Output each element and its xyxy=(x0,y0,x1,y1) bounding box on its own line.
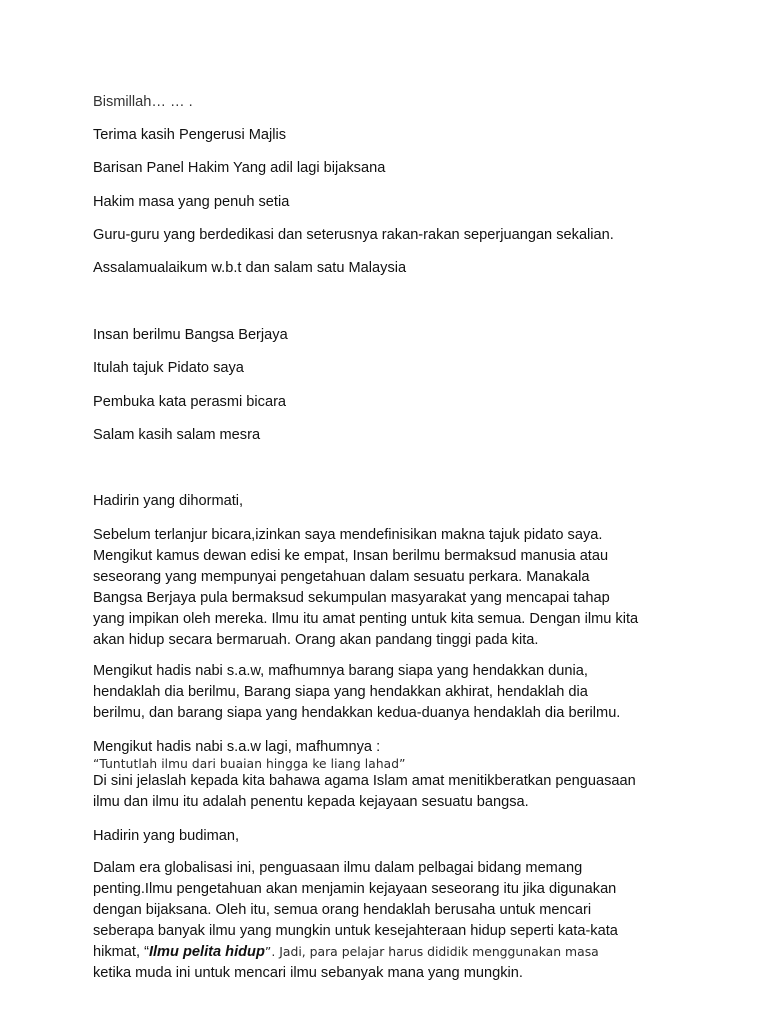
paragraph-line: Mengikut hadis nabi s.a.w, mafhumnya barang siapa yang hendakkan dunia, xyxy=(93,663,588,679)
intro-line: Insan berilmu Bangsa Berjaya xyxy=(93,327,288,343)
paragraph-line: akan hidup secara bermaruah. Orang akan pandang tinggi pada kita. xyxy=(93,632,539,648)
paragraph-line: Dalam era globalisasi ini, penguasaan ilmu dalam pelbagai bidang memang xyxy=(93,860,583,876)
paragraph-line: penting.Ilmu pengetahuan akan menjamin kejayaan seseorang itu jika digunakan xyxy=(93,881,617,897)
paragraph-line: Mengikut kamus dewan edisi ke empat, Insan berilmu bermaksud manusia atau xyxy=(93,548,609,564)
greeting-line: Barisan Panel Hakim Yang adil lagi bijaksana xyxy=(93,160,386,176)
paragraph-line-mixed xyxy=(93,941,599,963)
paragraph-line: seberapa banyak ilmu yang mungkin untuk kesejahteraan hidup seperti kata-kata xyxy=(93,923,618,939)
paragraph-line: Sebelum terlanjur bicara,izinkan saya mendefinisikan makna tajuk pidato saya. xyxy=(93,527,603,543)
paragraph-line: hendaklah dia berilmu, Barang siapa yang hendakkan akhirat, hendaklah dia xyxy=(93,684,588,700)
address-heading: Hadirin yang dihormati, xyxy=(93,493,244,509)
paragraph-line: Di sini jelaslah kepada kita bahawa agama Islam amat menitikberatkan penguasaan xyxy=(93,773,636,789)
address-heading: Hadirin yang budiman, xyxy=(93,828,240,844)
intro-line: Itulah tajuk Pidato saya xyxy=(93,360,244,376)
paragraph-line: dengan bijaksana. Oleh itu, semua orang hendaklah berusaha untuk mencari xyxy=(93,902,592,918)
opening-line: Bismillah… … . xyxy=(93,94,193,110)
mixed-text-after: ”. Jadi, para pelajar harus dididik menggunakan masa xyxy=(264,944,599,959)
hadith-quote: “Tuntutlah ilmu dari buaian hingga ke liang lahad” xyxy=(93,757,406,771)
paragraph-line: yang impikan oleh mereka. Ilmu itu amat penting untuk kita semua. Dengan ilmu kita xyxy=(93,611,639,627)
paragraph-line: ilmu dan ilmu itu adalah penentu kepada kejayaan sesuatu bangsa. xyxy=(93,794,529,810)
paragraph-line: ketika muda ini untuk mencari ilmu sebanyak mana yang mungkin. xyxy=(93,965,523,981)
paragraph-line: Bangsa Berjaya pula bermaksud sekumpulan masyarakat yang mencapai tahap xyxy=(93,590,610,606)
paragraph-line: berilmu, dan barang siapa yang hendakkan kedua-duanya hendaklah dia berilmu. xyxy=(93,705,621,721)
intro-line: Salam kasih salam mesra xyxy=(93,427,261,443)
mixed-text-before: hikmat, “ xyxy=(93,944,149,960)
intro-line: Pembuka kata perasmi bicara xyxy=(93,394,287,410)
paragraph-line: seseorang yang mempunyai pengetahuan dalam sesuatu perkara. Manakala xyxy=(93,569,590,585)
greeting-line: Hakim masa yang penuh setia xyxy=(93,194,290,210)
greeting-line: Terima kasih Pengerusi Majlis xyxy=(93,127,287,143)
greeting-line: Guru-guru yang berdedikasi dan seterusnya rakan-rakan seperjuangan sekalian. xyxy=(93,227,614,243)
hadith-intro: Mengikut hadis nabi s.a.w lagi, mafhumnya : xyxy=(93,739,381,755)
emphasis-quote: Ilmu pelita hidup xyxy=(148,944,265,960)
greeting-line: Assalamualaikum w.b.t dan salam satu Malaysia xyxy=(93,260,407,276)
